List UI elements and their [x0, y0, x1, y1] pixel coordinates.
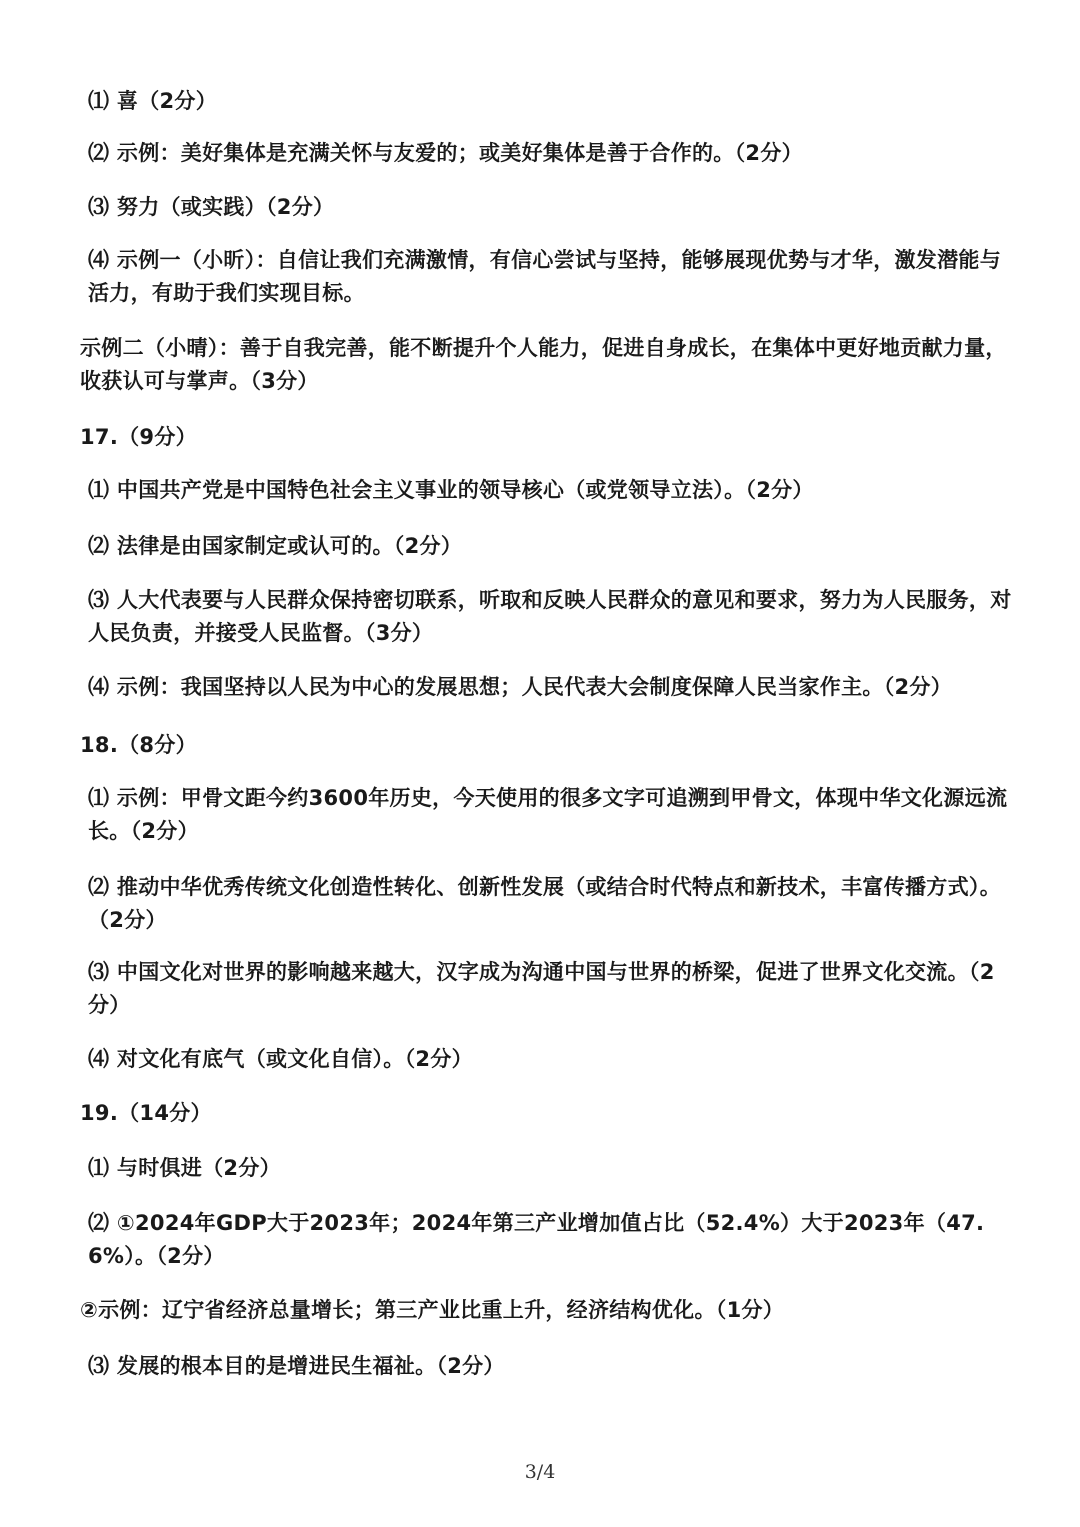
answer-18-3: ⑶ 中国文化对世界的影响越来越大，汉字成为沟通中国与世界的桥梁，促进了世界文化交流。（2分）	[88, 960, 995, 1017]
answer-16-3: ⑶ 努力（或实践）（2分）	[88, 195, 335, 219]
question-17-heading: 17.（9分）	[80, 425, 197, 449]
answer-16-2: ⑵ 示例：美好集体是充满关怀与友爱的；或美好集体是善于合作的。（2分）	[88, 141, 803, 165]
answer-17-1: ⑴ 中国共产党是中国特色社会主义事业的领导核心（或党领导立法）。（2分）	[88, 478, 814, 502]
answer-18-1: ⑴ 示例：甲骨文距今约3600年历史，今天使用的很多文字可追溯到甲骨文，体现中华文化源远流长。（2分）	[88, 786, 1008, 843]
question-18-heading: 18.（8分）	[80, 733, 197, 757]
answer-19-2-part-2: ②示例：辽宁省经济总量增长；第三产业比重上升，经济结构优化。（1分）	[80, 1298, 785, 1322]
answer-16-4-example-1: ⑷ 示例一（小昕）：自信让我们充满激情，有信心尝试与坚持，能够展现优势与才华，激发潜能与活力，有助于我们实现目标。	[88, 248, 1002, 305]
answer-18-4: ⑷ 对文化有底气（或文化自信）。（2分）	[88, 1047, 473, 1071]
question-19-heading: 19.（14分）	[80, 1101, 212, 1125]
answer-19-1: ⑴ 与时俱进（2分）	[88, 1156, 281, 1180]
answer-19-2-part-1: ⑵ ①2024年GDP大于2023年；2024年第三产业增加值占比（52.4%）大于2023年（47.6%）。（2分）	[88, 1211, 985, 1268]
answer-17-3: ⑶ 人大代表要与人民群众保持密切联系，听取和反映人民群众的意见和要求，努力为人民服务，对人民负责，并接受人民监督。（3分）	[88, 588, 1012, 645]
answer-19-3: ⑶ 发展的根本目的是增进民生福祉。（2分）	[88, 1354, 505, 1378]
answer-18-2: ⑵ 推动中华优秀传统文化创造性转化、创新性发展（或结合时代特点和新技术，丰富传播方式）。（2分）	[88, 875, 1002, 932]
answer-17-2: ⑵ 法律是由国家制定或认可的。（2分）	[88, 534, 463, 558]
answer-17-4: ⑷ 示例：我国坚持以人民为中心的发展思想；人民代表大会制度保障人民当家作主。（2分）	[88, 675, 953, 699]
page-number: 3/4	[524, 1461, 556, 1483]
answer-16-4-example-2: 示例二（小晴）：善于自我完善，能不断提升个人能力，促进自身成长，在集体中更好地贡献力量，收获认可与掌声。（3分）	[80, 336, 1007, 393]
answer-16-1: ⑴ 喜（2分）	[88, 89, 218, 113]
